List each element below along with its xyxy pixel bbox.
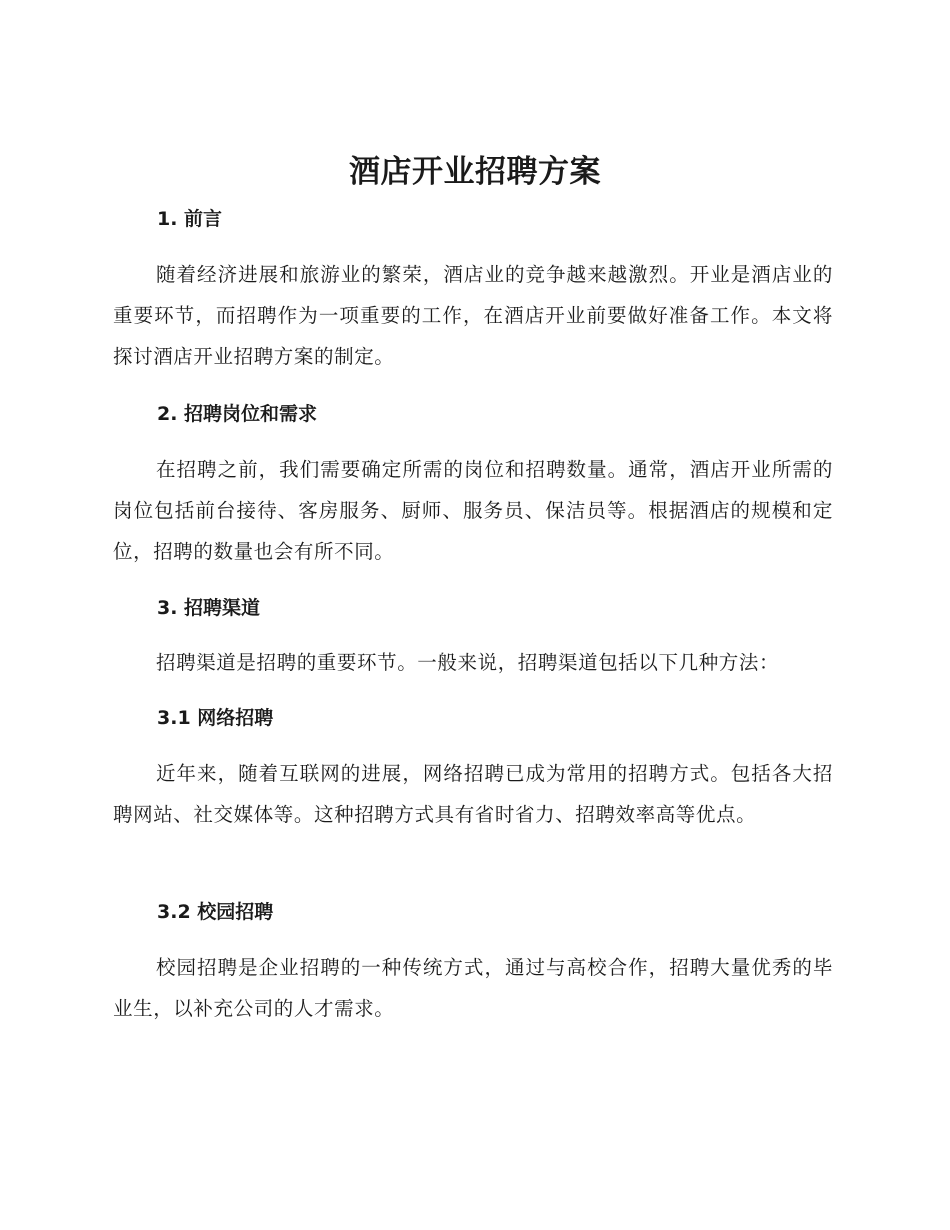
section-paragraph-online-recruiting: 近年来，随着互联网的进展，网络招聘已成为常用的招聘方式。包括各大招聘网站、社交媒体等。这种招聘方式具有省时省力、招聘效率高等优点。 xyxy=(113,762,833,826)
section-heading-preface: 1. 前言 xyxy=(157,208,223,230)
section-heading-online-recruiting: 3.1 网络招聘 xyxy=(157,707,274,729)
section-paragraph-campus-recruiting: 校园招聘是企业招聘的一种传统方式，通过与高校合作，招聘大量优秀的毕业生，以补充公司的人才需求。 xyxy=(113,956,833,1020)
section-heading-campus-recruiting: 3.2 校园招聘 xyxy=(157,901,274,923)
section-paragraph-channels: 招聘渠道是招聘的重要环节。一般来说，招聘渠道包括以下几种方法： xyxy=(156,651,780,674)
section-heading-channels: 3. 招聘渠道 xyxy=(157,597,261,619)
section-heading-positions: 2. 招聘岗位和需求 xyxy=(157,403,318,425)
section-paragraph-preface: 随着经济进展和旅游业的繁荣，酒店业的竞争越来越激烈。开业是酒店业的重要环节，而招聘作为一项重要的工作，在酒店开业前要做好准备工作。本文将探讨酒店开业招聘方案的制定。 xyxy=(113,263,833,368)
document-title: 酒店开业招聘方案 xyxy=(349,154,601,190)
section-paragraph-positions: 在招聘之前，我们需要确定所需的岗位和招聘数量。通常，酒店开业所需的岗位包括前台接待、客房服务、厨师、服务员、保洁员等。根据酒店的规模和定位，招聘的数量也会有所不同。 xyxy=(113,458,833,563)
